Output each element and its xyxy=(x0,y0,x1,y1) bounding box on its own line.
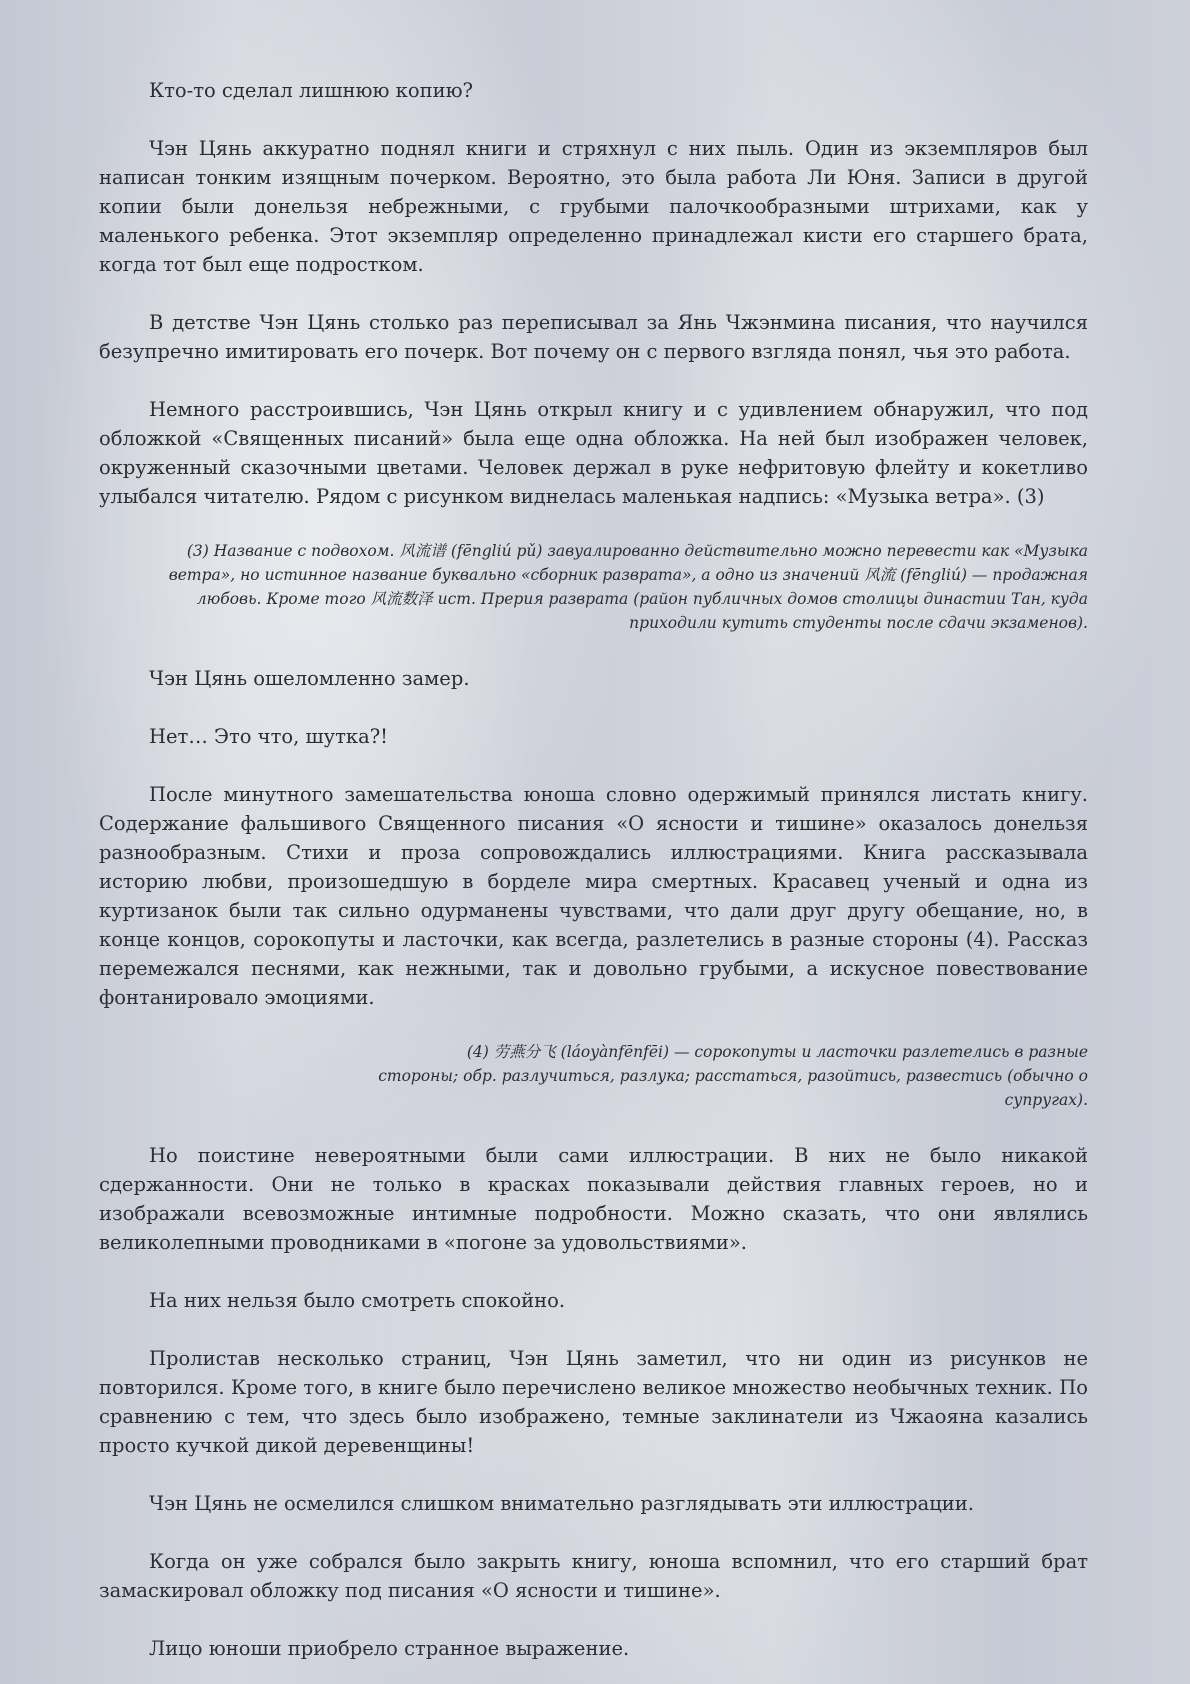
paragraph-7: После минутного замешательства юноша словно одержимый принялся листать книгу. Содержание фальшивого Священного писания «О ясности и тишине» оказалось донельзя разнообразным. Стихи и проза сопровождались иллюстрациями. Книга рассказывала историю любви, произошедшую в борделе мира смертных. Красавец ученый и одна из куртизанок были так сильно одурманены чувствами, что дали друг другу обещание, но, в конце концов, сорокопуты и ласточки, как всегда, разлетелись в разные стороны (4). Рассказ перемежался песнями, как нежными, так и довольно грубыми, а искусное повествование фонтанировало эмоциями. xyxy=(99,783,1088,1009)
footnote-3 xyxy=(99,539,1088,635)
paragraph-1: Кто-то сделал лишнюю копию? xyxy=(149,79,474,102)
paragraph-3: В детстве Чэн Цянь столько раз переписывал за Янь Чжэнмина писания, что научился безупречно имитировать его почерк. Вот почему он с первого взгляда понял, чья это работа. xyxy=(99,311,1088,363)
paragraph-13: Лицо юноши приобрело странное выражение. xyxy=(149,1637,630,1660)
footnote-4 xyxy=(99,1040,1088,1112)
paragraph-2: Чэн Цянь аккуратно поднял книги и стряхнул с них пыль. Один из экземпляров был написан тонким изящным почерком. Вероятно, это была работа Ли Юня. Записи в другой копии были донельзя небрежными, с грубыми палочкообразными штрихами, как у маленького ребенка. Этот экземпляр определенно принадлежал кисти его старшего брата, когда тот был еще подростком. xyxy=(99,137,1088,276)
paragraph-8: Но поистине невероятными были сами иллюстрации. В них не было никакой сдержанности. Они не только в красках показывали действия главных героев, но и изображали всевозможные интимные подробности. Можно сказать, что они являлись великолепными проводниками в «погоне за удовольствиями». xyxy=(99,1144,1088,1254)
paragraph-12: Когда он уже собрался было закрыть книгу, юноша вспомнил, что его старший брат замаскировал обложку под писания «О ясности и тишине». xyxy=(99,1550,1088,1602)
paragraph-9: На них нельзя было смотреть спокойно. xyxy=(149,1289,566,1312)
paragraph-10: Пролистав несколько страниц, Чэн Цянь заметил, что ни один из рисунков не повторился. Кроме того, в книге было перечислено великое множество необычных техник. По сравнению с тем, что здесь было изображено, темные заклинатели из Чжаояна казались просто кучкой дикой деревенщины! xyxy=(99,1347,1088,1457)
paragraph-11: Чэн Цянь не осмелился слишком внимательно разглядывать эти иллюстрации. xyxy=(149,1492,974,1515)
footnote-4-text: (4) 劳燕分飞 (láoyànfēnfēi) — сорокопуты и ласточки разлетелись в разные стороны; обр. разлучиться, разлука; расстаться, разойтись, развестись (обычно о супругах). xyxy=(378,1043,1088,1109)
paragraph-6: Нет… Это что, шутка?! xyxy=(149,725,388,748)
paragraph-5: Чэн Цянь ошеломленно замер. xyxy=(149,667,470,690)
paragraph-4: Немного расстроившись, Чэн Цянь открыл книгу и с удивлением обнаружил, что под обложкой «Священных писаний» была еще одна обложка. На ней был изображен человек, окруженный сказочными цветами. Человек держал в руке нефритовую флейту и кокетливо улыбался читателю. Рядом с рисунком виднелась маленькая надпись: «Музыка ветра». (3) xyxy=(99,398,1088,508)
footnote-3-text: (3) Название с подвохом. 风流谱 (fēngliú pǔ) завуалированно действительно можно перевести как «Музыка ветра», но истинное название буквально «сборник разврата», а одно из значений 风流 (fēngliú) — продажная любовь. Кроме того 风流数泽 ист. Прерия разврата (район публичных домов столицы династии Тан, куда приходили кутить студенты после сдачи экзаменов). xyxy=(168,542,1088,632)
